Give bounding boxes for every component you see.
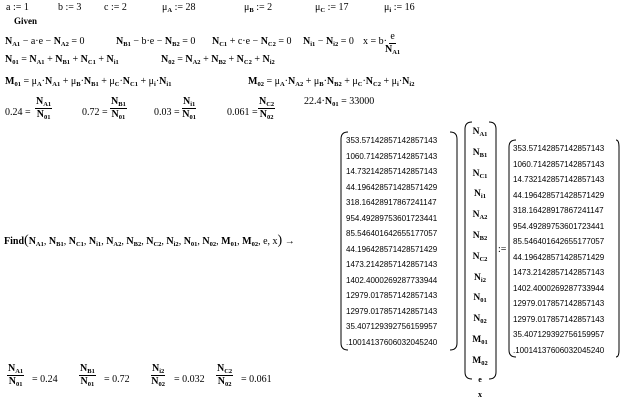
constant-mu-c: $\mu_C$ := 17 [315,2,349,14]
constant-mu-b: $\mu_B$ := 2 [244,2,273,14]
equation-c-balance: $N_{C1} + c\cdot e - N_{C2} = 0$ [212,36,292,48]
var-nb2: $N_{B2}$ [472,230,488,242]
var-e: e [478,374,482,384]
result-c2-value: = 0.061 [241,374,272,385]
result-a1-value: = 0.24 [32,374,58,385]
ratio-a1-fraction: $\frac{N_{A1}}{N_{01}}$ [36,96,52,121]
equation-m02: $M_{02} = \mu_A\cdot N_{A2} + \mu_B\cdot N_{B2} + \mu_C\cdot N_{C2} + \mu_i\cdot N_{i2}$ [248,76,415,88]
numeric-value-9: 1402.4000269287733944 [513,283,605,293]
equation-i-balance: $N_{i1} - N_{i2} = 0$ [303,36,354,48]
solution-value-6: 85.546401642655177057 [346,229,438,238]
var-nb1: $N_{B1}$ [472,147,488,159]
var-na2: $N_{A2}$ [472,210,488,222]
find-expression: $Find(N_{A1}$, $N_{B1}$, $N_{C1}$, $N_{i1}$, $N_{A2}$, $N_{B2}$, $N_{C2}$, $N_{i2}$, $N_{01}$, $N_{02}$, $M_{01}$, $M_{02}$, e, x) → [4,233,295,248]
ratio-i1-fraction: $\frac{N_{i1}}{N_{01}}$ [182,96,197,121]
mass-equation: $22.4\cdot N_{01} = 33000$ [304,96,375,108]
given-label: Given [14,16,38,26]
var-m01: $M_{01}$ [472,334,488,346]
numeric-value-8: 1473.2142857142857143 [513,268,605,277]
numeric-value-2: 14.732142857142857143 [513,175,605,184]
numeric-value-5: 954.49289753601723441 [513,221,605,231]
numeric-value-12: 35.407129392756159957 [513,330,605,339]
solution-value-1: 1060.7142857142857143 [346,151,438,161]
solution-value-9: 1402.4000269287733944 [346,275,438,285]
solution-value-0: 353.57142857142857143 [346,136,438,145]
numeric-value-10: 12979.017857142857143 [513,299,605,308]
equation-a-balance: $N_{A1} - a\cdot e - N_{A2} = 0$ [5,36,85,48]
constant-mu-a: $\mu_A$ := 28 [162,2,196,14]
numeric-value-4: 318.16428917867241147 [513,206,604,215]
variables-vector [467,122,493,402]
numeric-solution-vector [513,141,604,358]
ratio-b1-coef: 0.72 = [82,107,108,118]
equation-m01: $M_{01} = \mu_A\cdot N_{A1} + \mu_B\cdot N_{B1} + \mu_C\cdot N_{C1} + \mu_i\cdot N_{i1}$ [5,76,172,88]
constant-c: c := 2 [104,2,127,13]
result-b1-fraction: $\frac{N_{B1}}{N_{01}}$ [80,363,95,388]
constant-a: a := 1 [6,2,29,13]
equation-n02: $N_{02} = N_{A2} + N_{B2} + N_{C2} + N_{i2}$ [161,54,275,66]
ratio-b1-fraction: $\frac{N_{B1}}{N_{01}}$ [111,96,126,121]
ratio-a1-coef: 0.24 = [5,107,31,118]
var-nc2: $N_{C2}$ [472,251,488,263]
result-i2-fraction: $\frac{N_{i2}}{N_{02}}$ [151,363,166,388]
var-m02: $M_{02}$ [472,355,488,367]
solution-value-13: .10014137606032045240 [346,337,438,347]
solution-value-5: 954.49289753601723441 [346,213,438,223]
equation-x-prefix: x = b· [363,36,387,47]
solution-value-2: 14.732142857142857143 [346,167,438,176]
var-ni1: $N_{i1}$ [474,189,486,201]
numeric-value-11: 12979.017857142857143 [513,314,605,324]
solution-vector [346,133,437,350]
numeric-value-1: 1060.7142857142857143 [513,159,605,169]
solution-value-8: 1473.2142857142857143 [346,260,438,269]
result-i2-value: = 0.032 [174,374,205,385]
equation-b-balance: $N_{B1} - b\cdot e - N_{B2} = 0$ [116,36,196,48]
solution-value-12: 35.407129392756159957 [346,322,438,331]
constant-b: b := 3 [58,2,82,13]
numeric-value-7: 44.196428571428571429 [513,252,605,262]
solution-value-11: 12979.017857142857143 [346,306,438,316]
solution-value-7: 44.196428571428571429 [346,244,438,254]
ratio-i1-coef: 0.03 = [154,107,180,118]
constant-mu-i: $\mu_i$ := 16 [384,2,415,14]
var-ni2: $N_{i2}$ [474,272,486,284]
result-b1-value: = 0.72 [104,374,130,385]
result-a1-fraction: $\frac{N_{A1}}{N_{01}}$ [8,363,24,388]
numeric-value-3: 44.196428571428571429 [513,190,605,200]
solution-value-10: 12979.017857142857143 [346,291,438,300]
var-nc1: $N_{C1}$ [472,168,488,180]
assign-operator: := [498,244,507,255]
numeric-value-6: 85.546401642655177057 [513,237,605,246]
solution-value-4: 318.16428917867241147 [346,198,437,207]
equation-x-fraction: $\frac{e}{N_{A1}}$ [385,31,401,56]
ratio-c2-coef: 0.061 = [227,107,258,118]
var-n01: $N_{01}$ [473,293,487,305]
ratio-c2-fraction: $\frac{N_{C2}}{N_{02}}$ [259,96,275,121]
var-n02: $N_{02}$ [473,314,487,326]
result-c2-fraction: $\frac{N_{C2}}{N_{02}}$ [217,363,233,388]
numeric-value-13: .10014137606032045240 [513,345,605,355]
var-x: x [478,389,482,399]
solution-value-3: 44.196428571428571429 [346,182,438,192]
var-na1: $N_{A1}$ [472,127,488,138]
equation-n01: $N_{01} = N_{A1} + N_{B1} + N_{C1} + N_{i1}$ [5,54,119,66]
numeric-value-0: 353.57142857142857143 [513,144,605,153]
